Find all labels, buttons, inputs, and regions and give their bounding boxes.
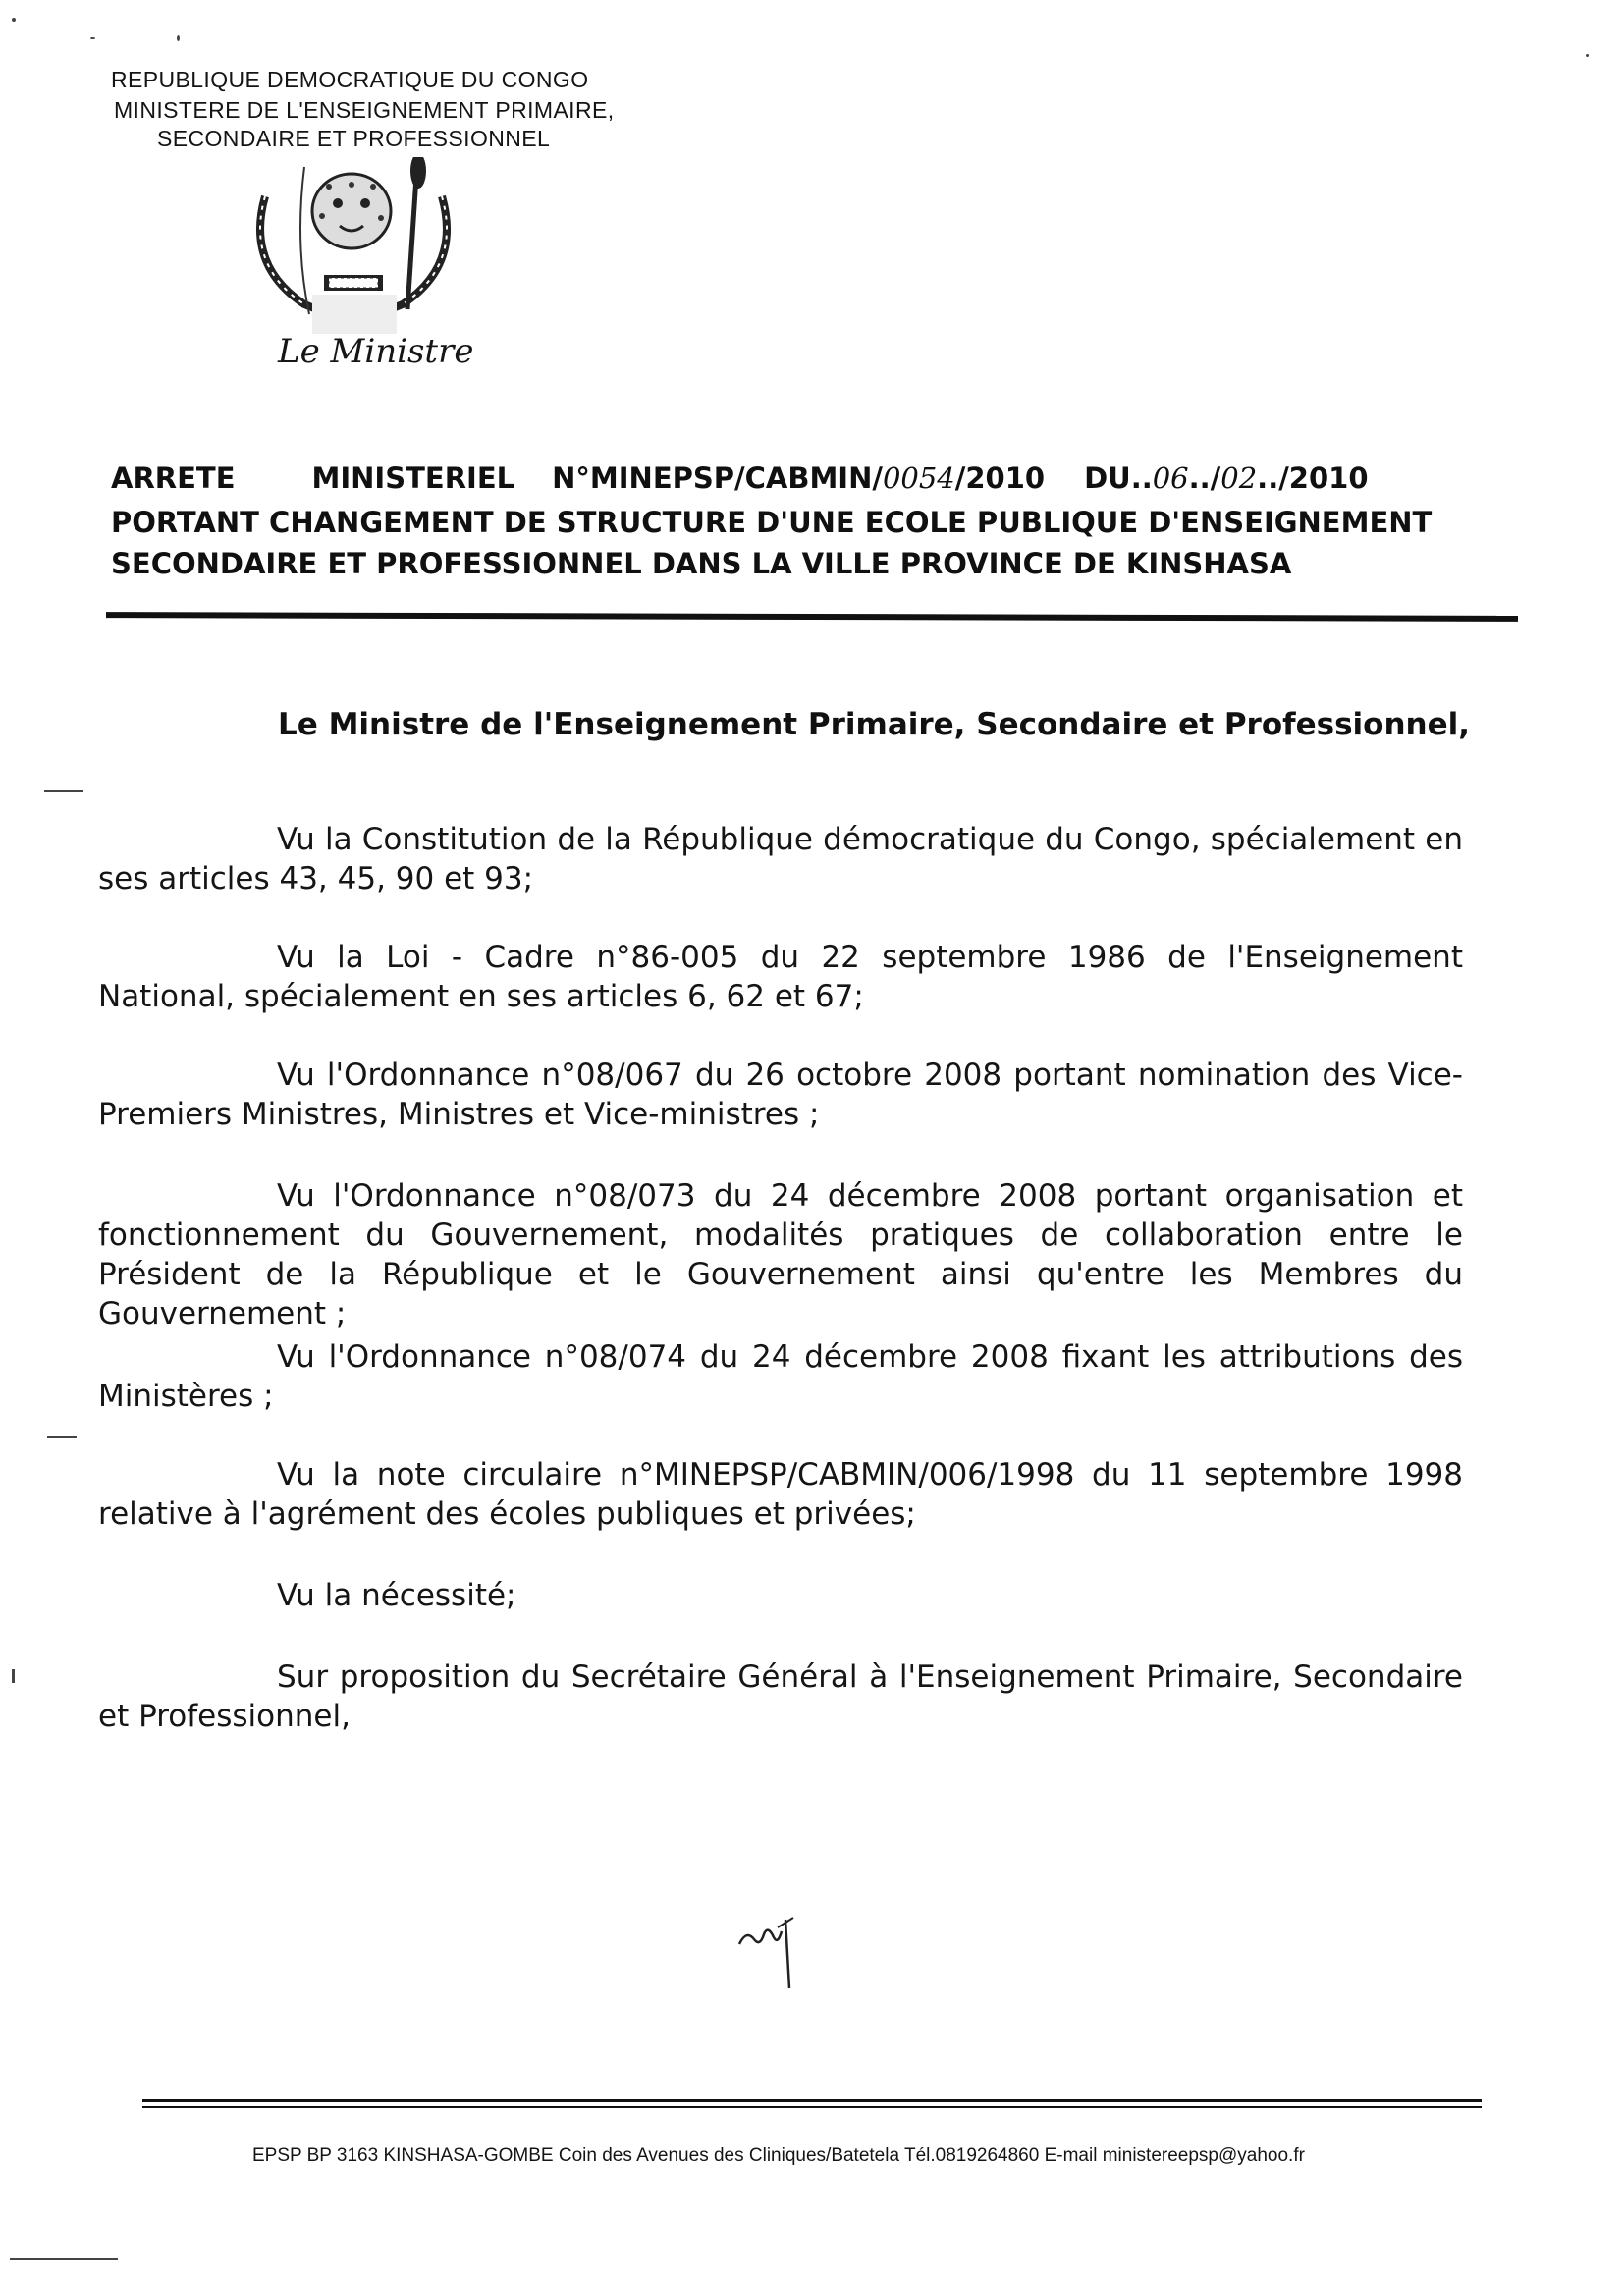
- title-separator: [106, 612, 1518, 622]
- paragraph-ordonnance-074: [98, 1337, 1463, 1416]
- footer-rule-top: [142, 2099, 1482, 2102]
- title-number-handwritten: 0054: [882, 461, 955, 495]
- title-number-prefix: N°MINEPSP/CABMIN/: [552, 461, 883, 495]
- paragraph-text: Vu la Loi - Cadre n°86-005 du 22 septembre 1986 de l'Enseignement National, spécialement en ses articles 6, 62 et 67;: [98, 940, 1463, 1014]
- title-ministeriel: MINISTERIEL: [311, 461, 515, 495]
- paragraph-loi-cadre: [98, 938, 1463, 1016]
- scan-speck: [44, 790, 83, 792]
- decree-title-line2: PORTANT CHANGEMENT DE STRUCTURE D'UNE ECOLE PUBLIQUE D'ENSEIGNEMENT: [111, 506, 1433, 539]
- paragraph-text: Vu l'Ordonnance n°08/073 du 24 décembre 2008 portant organisation et fonctionnement du Gouvernement, modalités pratiques de collaboration entre le Président de la République et le Gouvernement ainsi qu'entre les Membres du Gouvernement ;: [98, 1178, 1463, 1331]
- minister-heading: Le Ministre de l'Enseignement Primaire, Secondaire et Professionnel,: [278, 707, 1471, 742]
- footer-rule-bottom: [142, 2106, 1482, 2108]
- title-number-suffix: /2010: [954, 461, 1046, 495]
- title-arrete: ARRETE: [111, 461, 236, 495]
- header-ministry-line1: MINISTERE DE L'ENSEIGNEMENT PRIMAIRE,: [114, 97, 615, 123]
- header-country: REPUBLIQUE DEMOCRATIQUE DU CONGO: [111, 67, 589, 92]
- signature-title: Le Ministre: [278, 332, 474, 371]
- title-du-prefix: DU..: [1084, 461, 1153, 495]
- paragraph-constitution: [98, 820, 1463, 898]
- title-date-suffix: ../2010: [1257, 461, 1369, 495]
- scan-speck: [12, 18, 16, 22]
- paragraph-text: Vu la Constitution de la République démocratique du Congo, spécialement en ses articles 43, 45, 90 et 93;: [98, 822, 1463, 896]
- paragraph-proposition: [98, 1657, 1463, 1736]
- paragraph-ordonnance-067: [98, 1056, 1463, 1134]
- scan-speck: [47, 1436, 77, 1438]
- footer-address: EPSP BP 3163 KINSHASA-GOMBE Coin des Avenues des Cliniques/Batetela Tél.0819264860 E-mail ministereepsp@yahoo.fr: [252, 2145, 1305, 2166]
- paragraph-text: Vu la note circulaire n°MINEPSP/CABMIN/006/1998 du 11 septembre 1998 relative à l'agrément des écoles publiques et privées;: [98, 1457, 1463, 1532]
- title-month-handwritten: 02: [1220, 461, 1258, 495]
- paragraph-ordonnance-073: [98, 1176, 1463, 1333]
- scan-speck: [1586, 54, 1589, 57]
- decree-title-line1: [111, 461, 1369, 495]
- paragraph-text: Sur proposition du Secrétaire Général à l'Enseignement Primaire, Secondaire et Professionnel,: [98, 1659, 1463, 1734]
- paragraph-note-circulaire: [98, 1455, 1463, 1534]
- scan-speck: [90, 37, 95, 39]
- title-day-handwritten: 06: [1152, 461, 1189, 495]
- leopard-coat-of-arms-icon: [236, 157, 471, 339]
- title-date-separator: ../: [1188, 461, 1221, 495]
- scan-speck: [177, 35, 180, 41]
- handwritten-initials-icon: [734, 1910, 803, 1993]
- paragraph-text: Vu l'Ordonnance n°08/067 du 26 octobre 2008 portant nomination des Vice-Premiers Ministres, Ministres et Vice-ministres ;: [98, 1058, 1463, 1132]
- scan-speck: [12, 1669, 15, 1683]
- paragraph-text: Vu l'Ordonnance n°08/074 du 24 décembre 2008 fixant les attributions des Ministères ;: [98, 1339, 1463, 1414]
- header-ministry-line2: SECONDAIRE ET PROFESSIONNEL: [157, 126, 551, 151]
- paragraph-text: Vu la nécessité;: [277, 1578, 516, 1613]
- scan-speck: [10, 2258, 118, 2260]
- decree-title-line3: SECONDAIRE ET PROFESSIONNEL DANS LA VILLE PROVINCE DE KINSHASA: [111, 547, 1292, 580]
- paragraph-necessite: [98, 1576, 1463, 1615]
